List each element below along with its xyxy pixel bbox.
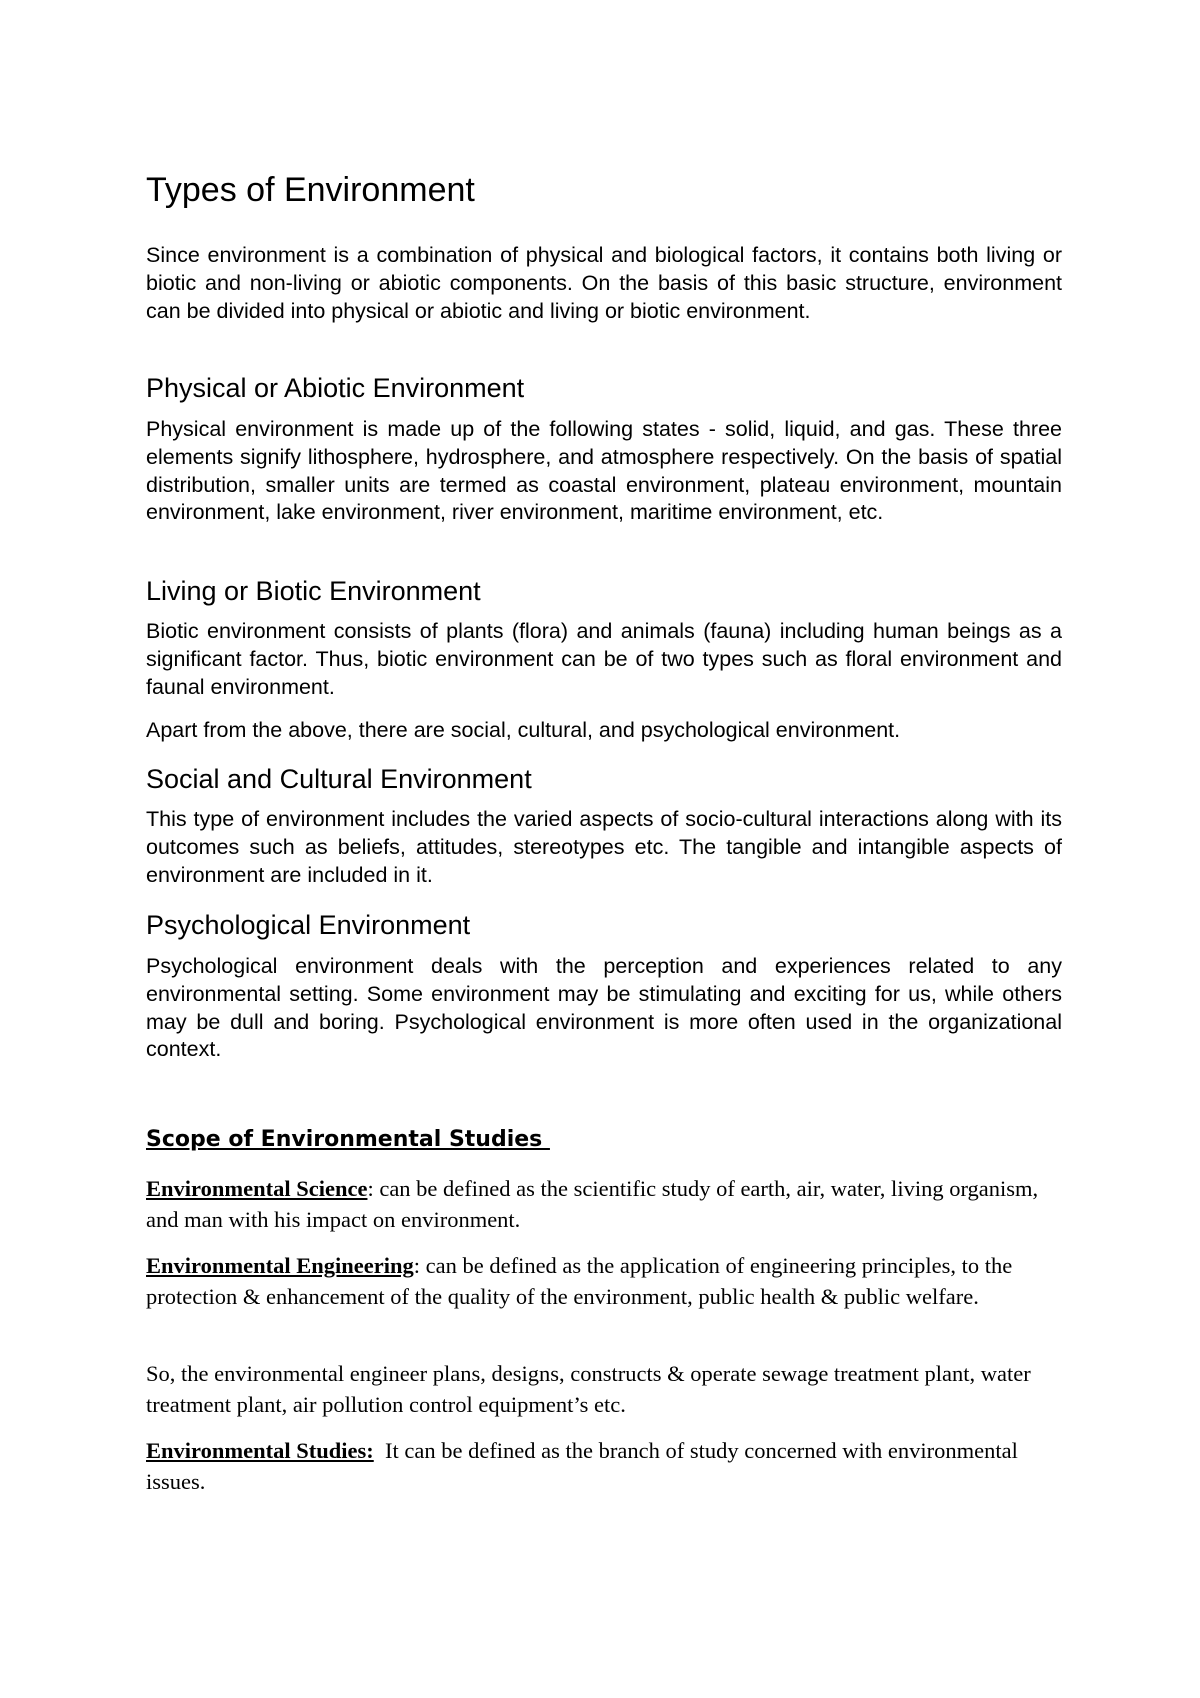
environmental-engineering-paragraph <box>146 1250 1046 1312</box>
environmental-science-definition: : can be defined as the scientific study of earth, air, water, living organism, and man with his impact on environment. <box>146 1176 1039 1232</box>
heading-psychological-environment: Psychological Environment <box>146 910 471 940</box>
heading-biotic-environment: Living or Biotic Environment <box>146 576 481 606</box>
environmental-studies-definition: It can be defined as the branch of study concerned with environmental issues. <box>146 1438 1024 1494</box>
environmental-engineering-definition: : can be defined as the application of engineering principles, to the protection & enhancement of the quality of the environment, public health & public welfare. <box>146 1253 1013 1309</box>
environmental-engineering-term: Environmental Engineering <box>146 1253 414 1278</box>
physical-environment-paragraph: Physical environment is made up of the following states - solid, liquid, and gas. These three elements signify lithosphere, hydrosphere, and atmosphere respectively. On the basis of spatial distribution, smaller units are termed as coastal environment, plateau environment, mountain environment, lake environment, river environment, maritime environment, etc. <box>146 417 1062 525</box>
psychological-environment-paragraph: Psychological environment deals with the perception and experiences related to any environmental setting. Some environment may be stimulating and exciting for us, while others may be dull and boring. Psychological environment is more often used in the organizational context. <box>146 954 1062 1062</box>
heading-social-cultural-environment: Social and Cultural Environment <box>146 764 532 794</box>
scope-heading: Scope of Environmental Studies <box>146 1127 550 1152</box>
engineer-note-paragraph: So, the environmental engineer plans, designs, constructs & operate sewage treatment plant, water treatment plant, air pollution control equipment’s etc. <box>146 1361 1031 1417</box>
intro-paragraph: Since environment is a combination of physical and biological factors, it contains both living or biotic and non-living or abiotic components. On the basis of this basic structure, environment can be divided into physical or abiotic and living or biotic environment. <box>146 243 1062 323</box>
environmental-studies-term: Environmental Studies: <box>146 1438 374 1463</box>
environmental-science-term: Environmental Science <box>146 1176 368 1201</box>
environmental-science-paragraph <box>146 1173 1046 1235</box>
page-title: Types of Environment <box>146 171 475 209</box>
apart-from-above-paragraph: Apart from the above, there are social, cultural, and psychological environment. <box>146 718 901 742</box>
biotic-environment-paragraph: Biotic environment consists of plants (flora) and animals (fauna) including human beings as a significant factor. Thus, biotic environment can be of two types such as floral environment and faunal environment. <box>146 619 1062 699</box>
environmental-studies-paragraph <box>146 1435 1046 1497</box>
heading-physical-environment: Physical or Abiotic Environment <box>146 373 525 403</box>
social-cultural-paragraph: This type of environment includes the varied aspects of socio-cultural interactions along with its outcomes such as beliefs, attitudes, stereotypes etc. The tangible and intangible aspects of environment are included in it. <box>146 807 1062 887</box>
